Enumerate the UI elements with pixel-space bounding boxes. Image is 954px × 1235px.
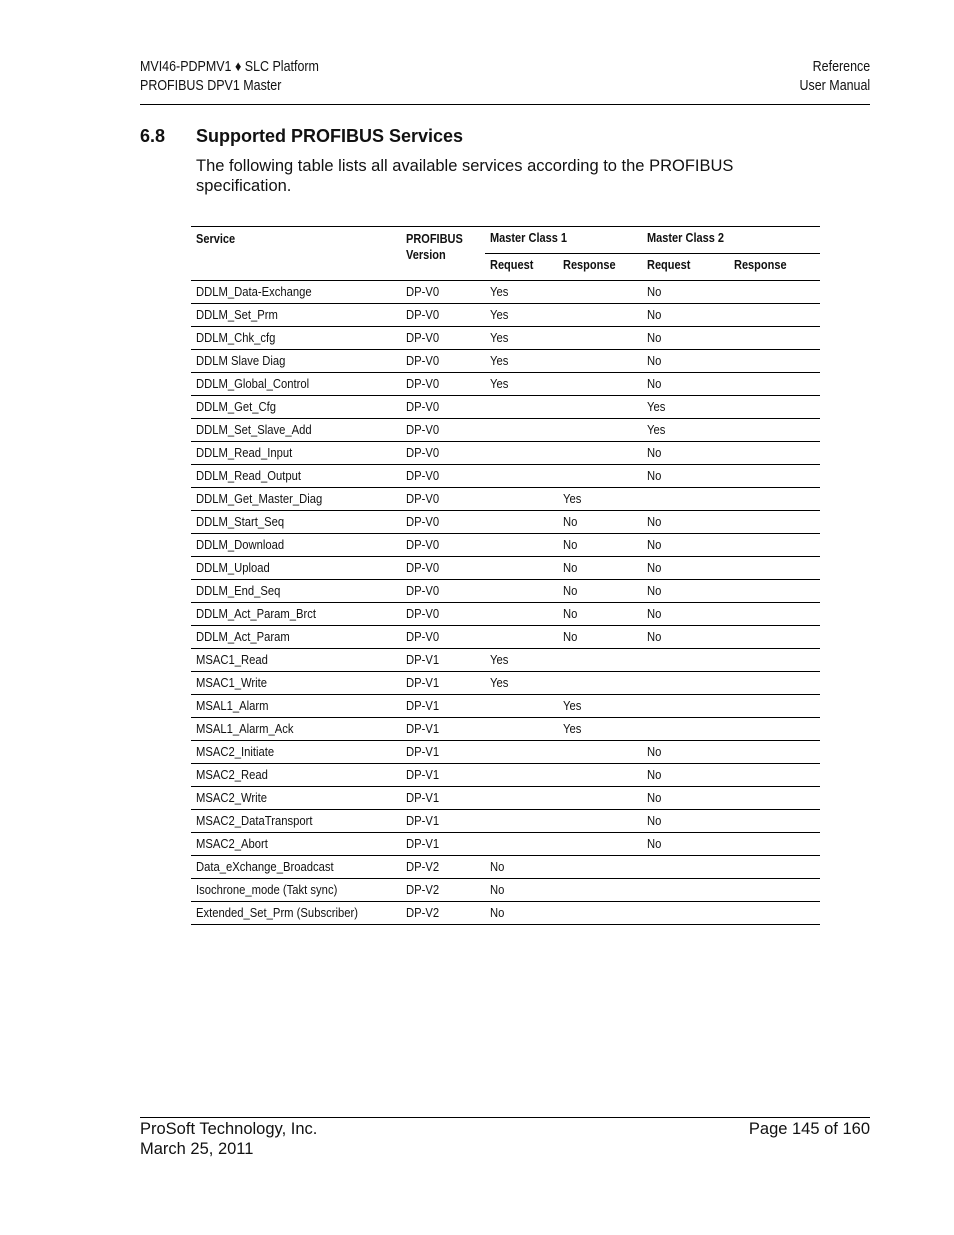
cell-mc1-response [558,672,642,695]
cell-service: MSAC2_Write [191,787,401,810]
cell-mc1-request [485,465,558,488]
cell-mc1-request: No [485,879,558,902]
cell-mc2-request: No [642,304,729,327]
cell-service: MSAC2_DataTransport [191,810,401,833]
section-number: 6.8 [140,126,166,146]
cell-version: DP-V0 [401,626,485,649]
table-row [191,580,820,603]
cell-mc2-request: No [642,534,729,557]
services-table [191,226,820,925]
cell-mc2-response [729,856,820,879]
table-row [191,419,820,442]
cell-mc2-response [729,879,820,902]
table-header-row [191,227,820,254]
table-row [191,787,820,810]
cell-version: DP-V0 [401,373,485,396]
cell-mc2-request: No [642,465,729,488]
cell-service: DDLM_Set_Slave_Add [191,419,401,442]
cell-service: Data_eXchange_Broadcast [191,856,401,879]
cell-service: Extended_Set_Prm (Subscriber) [191,902,401,925]
cell-mc1-request [485,695,558,718]
cell-mc1-request: No [485,902,558,925]
cell-mc2-request: No [642,373,729,396]
cell-mc2-request: No [642,442,729,465]
table-row [191,649,820,672]
table-row [191,396,820,419]
cell-mc1-response [558,373,642,396]
cell-version: DP-V0 [401,281,485,304]
cell-service: DDLM_End_Seq [191,580,401,603]
cell-service: MSAL1_Alarm [191,695,401,718]
cell-mc1-request [485,833,558,856]
cell-mc1-request [485,534,558,557]
cell-mc2-request [642,718,729,741]
cell-mc1-request [485,396,558,419]
cell-mc2-response [729,281,820,304]
cell-mc1-response [558,649,642,672]
cell-mc2-request: No [642,350,729,373]
table-row [191,488,820,511]
cell-mc2-response [729,442,820,465]
cell-mc2-response [729,787,820,810]
footer-left [140,1120,317,1159]
cell-mc2-request [642,879,729,902]
cell-mc2-response [729,373,820,396]
cell-version: DP-V0 [401,442,485,465]
cell-service: DDLM_Upload [191,557,401,580]
cell-version: DP-V1 [401,764,485,787]
cell-mc2-response [729,833,820,856]
table-row [191,327,820,350]
cell-version: DP-V0 [401,557,485,580]
cell-mc1-request: Yes [485,281,558,304]
cell-mc2-request: No [642,787,729,810]
header-mc2-response: Response [729,254,820,281]
cell-version: DP-V1 [401,833,485,856]
cell-mc2-request: No [642,327,729,350]
cell-mc1-request [485,442,558,465]
cell-mc1-response: Yes [558,488,642,511]
table-row [191,534,820,557]
cell-mc2-response [729,557,820,580]
table-row [191,511,820,534]
section-heading [140,126,463,147]
cell-mc1-request [485,718,558,741]
table-row [191,856,820,879]
table-row [191,902,820,925]
cell-mc1-request [485,626,558,649]
cell-service: DDLM_Act_Param_Brct [191,603,401,626]
cell-mc1-response [558,879,642,902]
cell-service: MSAL1_Alarm_Ack [191,718,401,741]
cell-mc2-request [642,695,729,718]
cell-mc2-response [729,350,820,373]
cell-mc1-response: No [558,511,642,534]
cell-version: DP-V2 [401,902,485,925]
cell-mc2-response [729,810,820,833]
cell-mc1-response [558,787,642,810]
cell-mc1-request: Yes [485,373,558,396]
cell-mc2-request: No [642,810,729,833]
cell-mc1-request [485,488,558,511]
cell-mc2-response [729,603,820,626]
cell-mc1-response [558,465,642,488]
cell-version: DP-V1 [401,672,485,695]
cell-mc2-response [729,304,820,327]
header-service: Service [191,227,401,281]
section-intro: The following table lists all available services according to the PROFIBUS specification. [196,157,734,195]
table-row [191,833,820,856]
cell-mc1-request [485,603,558,626]
header-left [140,58,319,96]
cell-mc1-response: No [558,603,642,626]
page-header [140,56,870,105]
cell-mc2-response [729,465,820,488]
cell-mc2-request: No [642,833,729,856]
cell-version: DP-V0 [401,465,485,488]
cell-mc1-response [558,281,642,304]
header-profibus-version: PROFIBUS Version [401,227,485,281]
cell-service: DDLM_Download [191,534,401,557]
cell-mc2-request: No [642,511,729,534]
cell-mc1-request: Yes [485,672,558,695]
cell-version: DP-V1 [401,649,485,672]
cell-version: DP-V0 [401,350,485,373]
cell-version: DP-V2 [401,879,485,902]
cell-mc2-response [729,488,820,511]
cell-service: DDLM_Get_Master_Diag [191,488,401,511]
cell-service: MSAC1_Read [191,649,401,672]
table-row [191,304,820,327]
cell-mc2-response [729,327,820,350]
cell-mc1-response [558,350,642,373]
cell-mc1-response [558,833,642,856]
cell-mc2-response [729,626,820,649]
table-row [191,442,820,465]
table-row [191,350,820,373]
table-row [191,672,820,695]
cell-mc1-response: Yes [558,695,642,718]
cell-mc1-response [558,764,642,787]
cell-mc2-response [729,419,820,442]
cell-service: DDLM_Read_Output [191,465,401,488]
cell-mc2-request: No [642,580,729,603]
cell-mc2-request: No [642,741,729,764]
table-row [191,718,820,741]
cell-mc1-response [558,442,642,465]
cell-service: DDLM Slave Diag [191,350,401,373]
cell-version: DP-V1 [401,741,485,764]
cell-version: DP-V0 [401,511,485,534]
cell-mc2-response [729,741,820,764]
footer-date: March 25, 2011 [140,1139,254,1158]
product-subtitle: PROFIBUS DPV1 Master [140,78,282,94]
cell-mc1-response [558,810,642,833]
cell-mc1-response [558,396,642,419]
footer-right [749,1120,870,1140]
cell-mc1-response [558,856,642,879]
cell-mc2-response [729,580,820,603]
table-row [191,373,820,396]
document-type: User Manual [799,78,870,94]
cell-service: MSAC1_Write [191,672,401,695]
cell-mc1-response: No [558,557,642,580]
cell-version: DP-V1 [401,810,485,833]
cell-version: DP-V0 [401,580,485,603]
cell-service: DDLM_Start_Seq [191,511,401,534]
cell-mc1-request: Yes [485,350,558,373]
cell-mc1-response [558,304,642,327]
cell-version: DP-V1 [401,787,485,810]
cell-mc1-request: No [485,856,558,879]
cell-mc2-request [642,902,729,925]
section-title: Supported PROFIBUS Services [196,126,464,146]
header-mc1-response: Response [558,254,642,281]
cell-version: DP-V0 [401,488,485,511]
chapter-name: Reference [812,59,870,75]
cell-mc1-request: Yes [485,649,558,672]
cell-mc2-request [642,856,729,879]
cell-mc1-request [485,810,558,833]
cell-mc1-response [558,741,642,764]
header-master-class-1: Master Class 1 [485,227,642,254]
cell-version: DP-V0 [401,327,485,350]
cell-mc1-request [485,787,558,810]
cell-mc2-request: No [642,557,729,580]
header-mc2-request: Request [642,254,729,281]
header-master-class-2: Master Class 2 [642,227,820,254]
cell-mc2-request: No [642,603,729,626]
cell-version: DP-V1 [401,695,485,718]
cell-mc2-request [642,488,729,511]
table-row [191,603,820,626]
cell-mc1-request [485,511,558,534]
cell-mc2-response [729,534,820,557]
table-row [191,741,820,764]
cell-service: MSAC2_Read [191,764,401,787]
cell-mc2-response [729,649,820,672]
cell-mc1-request [485,764,558,787]
cell-service: DDLM_Act_Param [191,626,401,649]
cell-mc2-request: No [642,626,729,649]
table-row [191,879,820,902]
table-row [191,557,820,580]
cell-mc2-response [729,396,820,419]
cell-version: DP-V0 [401,396,485,419]
page-number: Page 145 of 160 [748,1120,870,1138]
cell-mc2-response [729,511,820,534]
cell-mc1-request [485,557,558,580]
cell-service: MSAC2_Initiate [191,741,401,764]
cell-mc2-response [729,902,820,925]
cell-version: DP-V1 [401,718,485,741]
cell-service: DDLM_Read_Input [191,442,401,465]
cell-mc1-request: Yes [485,327,558,350]
page-footer [140,1117,870,1158]
cell-version: DP-V0 [401,419,485,442]
header-mc1-request: Request [485,254,558,281]
cell-mc2-response [729,718,820,741]
cell-service: DDLM_Global_Control [191,373,401,396]
cell-mc1-response: No [558,580,642,603]
cell-mc2-request [642,649,729,672]
cell-mc1-response [558,902,642,925]
footer-company: ProSoft Technology, Inc. [140,1120,318,1138]
cell-mc2-request: Yes [642,396,729,419]
cell-service: MSAC2_Abort [191,833,401,856]
cell-mc1-request: Yes [485,304,558,327]
product-name: MVI46-PDPMV1 ♦ SLC Platform [140,59,319,75]
cell-version: DP-V0 [401,534,485,557]
cell-version: DP-V0 [401,603,485,626]
table-row [191,764,820,787]
cell-version: DP-V0 [401,304,485,327]
table-row [191,810,820,833]
table-row [191,626,820,649]
cell-mc2-response [729,672,820,695]
cell-mc1-request [485,741,558,764]
cell-mc2-request: No [642,281,729,304]
cell-mc2-response [729,764,820,787]
cell-mc1-response: Yes [558,718,642,741]
cell-service: Isochrone_mode (Takt sync) [191,879,401,902]
cell-mc2-request: Yes [642,419,729,442]
services-table-body [191,281,820,925]
cell-mc1-response: No [558,626,642,649]
header-right [799,58,870,96]
cell-service: DDLM_Data-Exchange [191,281,401,304]
table-row [191,695,820,718]
cell-mc2-request [642,672,729,695]
table-row [191,465,820,488]
cell-mc1-response [558,419,642,442]
cell-service: DDLM_Get_Cfg [191,396,401,419]
cell-mc2-request: No [642,764,729,787]
cell-mc1-response [558,327,642,350]
table-row [191,281,820,304]
cell-mc1-request [485,419,558,442]
cell-service: DDLM_Chk_cfg [191,327,401,350]
cell-mc1-response: No [558,534,642,557]
cell-mc1-request [485,580,558,603]
cell-version: DP-V2 [401,856,485,879]
cell-service: DDLM_Set_Prm [191,304,401,327]
cell-mc2-response [729,695,820,718]
